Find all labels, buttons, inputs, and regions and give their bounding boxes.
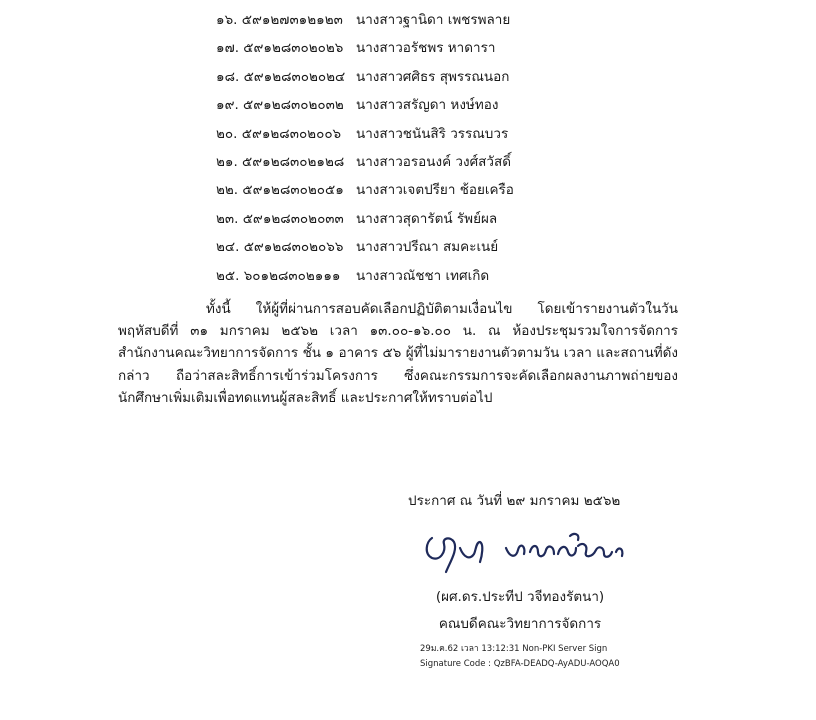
applicant-name: นางสาวอรอนงค์ วงศ์สวัสดิ์	[356, 153, 511, 170]
list-item	[216, 176, 514, 204]
applicant-name: นางสาวศศิธร สุพรรณนอก	[356, 68, 510, 85]
applicant-index: ๒๐. ๕๙๑๒๘๓๐๒๐๐๖	[216, 125, 342, 142]
handwritten-signature	[420, 528, 630, 576]
list-item	[216, 262, 514, 290]
list-item	[216, 205, 514, 233]
applicant-name: นางสาวสุดารัตน์ รัพย์ผล	[356, 210, 498, 227]
list-item	[216, 148, 514, 176]
list-item	[216, 34, 514, 62]
list-item	[216, 91, 514, 119]
instruction-paragraph: ทั้งนี้ ให้ผู้ที่ผ่านการสอบคัดเลือกปฏิบัติตามเงื่อนไข โดยเข้ารายงานตัวในวันพฤหัสบดีที่ ๓๑ มกราคม ๒๕๖๒ เวลา ๑๓.๐๐-๑๖.๐๐ น. ณ ห้องประชุมรวมใจการจัดการ สำนักงานคณะวิทยาการจัดการ ชั้น ๑ อาคาร ๕๖ ผู้ที่ไม่มารายงานตัวตามวัน เวลา และสถานที่ดังกล่าว ถือว่าสละสิทธิ์การเข้าร่วมโครงการ ซึ่งคณะกรรมการจะคัดเลือกผลงานภาพถ่ายของนักศึกษาเพิ่มเติมเพื่อทดแทนผู้สละสิทธิ์ และประกาศให้ทราบต่อไป	[118, 301, 678, 406]
applicant-name: นางสาวชนันสิริ วรรณบวร	[356, 125, 509, 142]
applicant-index: ๑๗. ๕๙๑๒๘๓๐๒๐๒๖	[216, 40, 344, 57]
applicant-index: ๒๑. ๕๙๑๒๘๓๐๒๑๒๘	[216, 153, 345, 170]
list-item	[216, 120, 514, 148]
list-item	[216, 63, 514, 91]
applicant-name: นางสาวสรัญดา หงษ์ทอง	[356, 97, 499, 114]
list-item	[216, 6, 514, 34]
applicant-name: นางสาวเจตปรียา ช้อยเครือ	[356, 182, 514, 199]
applicant-index: ๒๕. ๖๐๑๒๘๓๐๒๑๑๑	[216, 267, 341, 284]
list-item	[216, 233, 514, 261]
applicant-name: นางสาวอรัชพร หาดารา	[356, 40, 496, 57]
applicant-index: ๑๘. ๕๙๑๒๘๓๐๒๐๒๔	[216, 68, 346, 85]
announcement-date: ประกาศ ณ วันที่ ๒๙ มกราคม ๒๕๖๒	[408, 493, 621, 509]
signature-timestamp: 29ม.ค.62 เวลา 13:12:31 Non-PKI Server Sign	[420, 644, 608, 654]
applicant-index: ๑๖. ๕๙๑๒๗๓๑๒๑๒๓	[216, 12, 343, 28]
signer-name: (ผศ.ดร.ประทีป วจีทองรัตนา)	[435, 589, 605, 605]
applicant-name: นางสาวปรีณา สมคะเนย์	[356, 239, 499, 256]
signature-code: Signature Code : QzBFA-DEADQ-AyADU-AOQA0	[420, 659, 620, 669]
applicant-list	[216, 6, 514, 290]
applicant-index: ๒๔. ๕๙๑๒๘๓๐๒๐๖๖	[216, 239, 344, 256]
applicant-name: นางสาวณัชชา เทศเกิด	[356, 267, 490, 284]
applicant-index: ๑๙. ๕๙๑๒๘๓๐๒๐๓๒	[216, 97, 344, 114]
applicant-index: ๒๒. ๕๙๑๒๘๓๐๒๐๕๑	[216, 182, 344, 199]
applicant-name: นางสาวฐานิดา เพชรพลาย	[356, 12, 511, 28]
applicant-index: ๒๓. ๕๙๑๒๘๓๐๒๐๓๓	[216, 210, 344, 227]
signer-title: คณบดีคณะวิทยาการจัดการ	[438, 616, 602, 632]
